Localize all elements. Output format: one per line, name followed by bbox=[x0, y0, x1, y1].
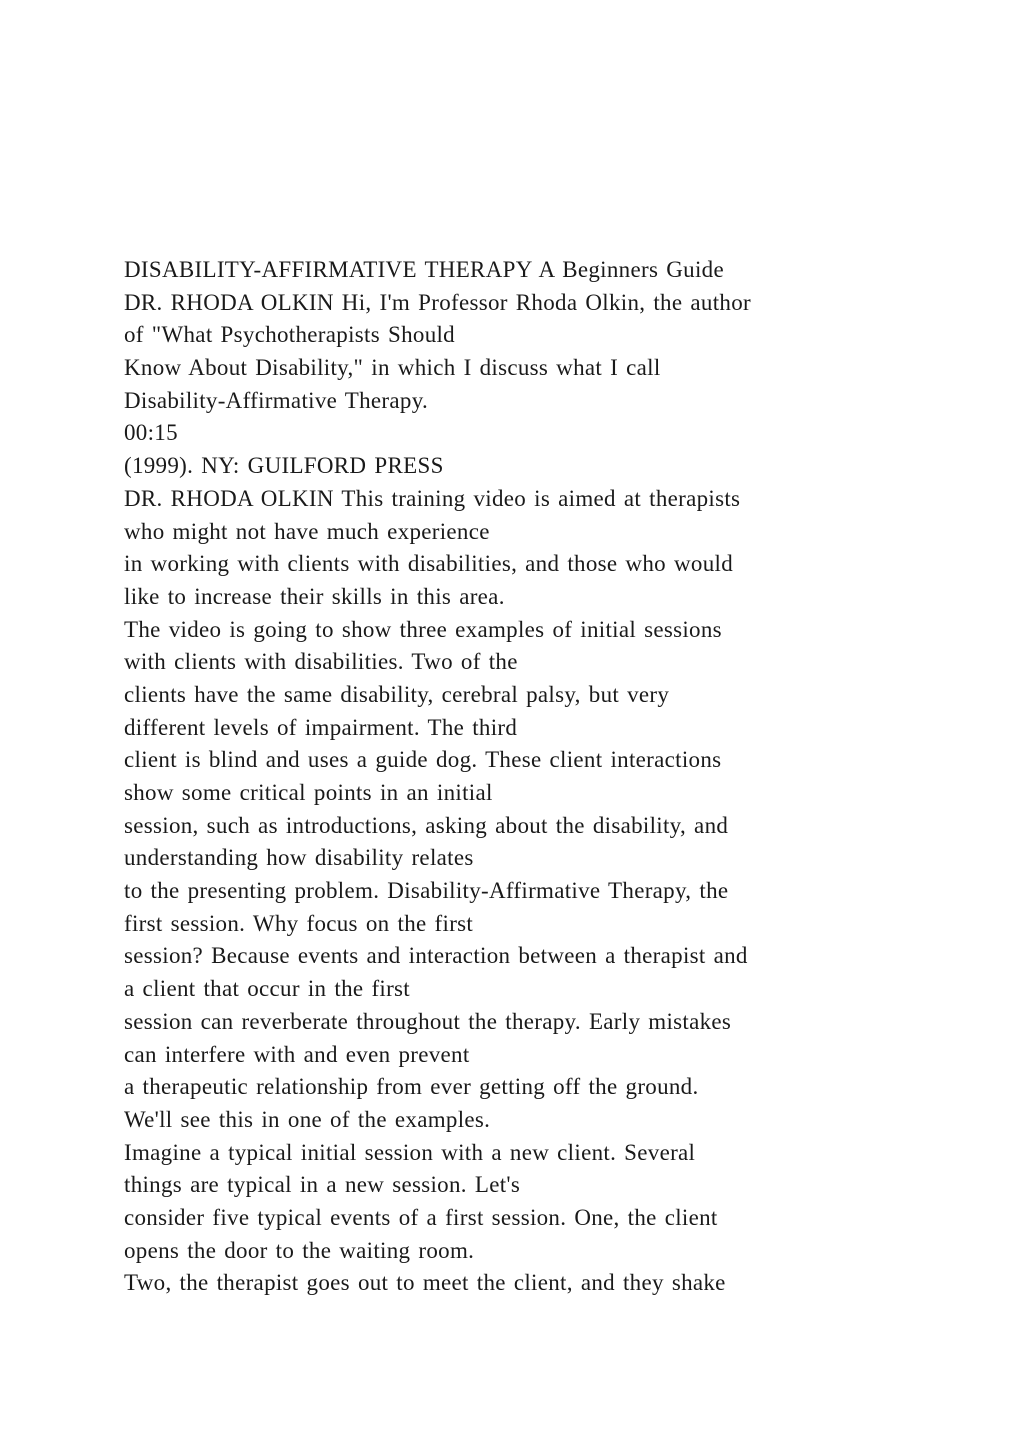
text-line: DR. RHODA OLKIN This training video is aimed at therapists bbox=[124, 485, 741, 511]
text-line: show some critical points in an initial bbox=[124, 780, 493, 805]
text-line: Two, the therapist goes out to meet the client, and they shake bbox=[124, 1270, 726, 1296]
text-line: client is blind and uses a guide dog. These client interactions bbox=[124, 747, 722, 773]
text-line: session? Because events and interaction between a therapist and bbox=[124, 943, 748, 969]
text-line: consider five typical events of a first session. One, the client bbox=[124, 1204, 718, 1230]
text-line: first session. Why focus on the first bbox=[124, 910, 474, 936]
text-line: 00:15 bbox=[124, 420, 178, 446]
text-line: things are typical in a new session. Let's bbox=[124, 1172, 521, 1198]
text-line: DR. RHODA OLKIN Hi, I'm Professor Rhoda Olkin, the author bbox=[124, 289, 751, 315]
text-line: session, such as introductions, asking about the disability, and bbox=[124, 812, 729, 838]
text-line: different levels of impairment. The third bbox=[124, 714, 518, 740]
text-line: a client that occur in the first bbox=[124, 976, 410, 1002]
text-line: Know About Disability," in which I discuss what I call bbox=[124, 355, 661, 381]
text-line: to the presenting problem. Disability-Affirmative Therapy, the bbox=[124, 878, 729, 904]
text-line: of "What Psychotherapists Should bbox=[124, 322, 455, 348]
text-line: We'll see this in one of the examples. bbox=[124, 1106, 491, 1132]
document-body-text bbox=[124, 254, 904, 1300]
text-line: in working with clients with disabilities, and those who would bbox=[124, 551, 733, 577]
text-line: who might not have much experience bbox=[124, 518, 490, 544]
text-line: a therapeutic relationship from ever getting off the ground. bbox=[124, 1074, 699, 1100]
text-line: DISABILITY-AFFIRMATIVE THERAPY A Beginners Guide bbox=[124, 257, 724, 282]
text-line: like to increase their skills in this area. bbox=[124, 583, 505, 609]
text-line: with clients with disabilities. Two of the bbox=[124, 649, 518, 675]
text-line: clients have the same disability, cerebral palsy, but very bbox=[124, 681, 670, 707]
text-line: session can reverberate throughout the therapy. Early mistakes bbox=[124, 1008, 732, 1034]
text-line: (1999). NY: GUILFORD PRESS bbox=[124, 453, 444, 479]
text-line: Disability-Affirmative Therapy. bbox=[124, 387, 429, 413]
text-line: understanding how disability relates bbox=[124, 845, 474, 871]
text-line: Imagine a typical initial session with a new client. Several bbox=[124, 1139, 696, 1165]
text-line: The video is going to show three examples of initial sessions bbox=[124, 616, 722, 642]
text-line: can interfere with and even prevent bbox=[124, 1041, 470, 1067]
text-line: opens the door to the waiting room. bbox=[124, 1237, 475, 1263]
